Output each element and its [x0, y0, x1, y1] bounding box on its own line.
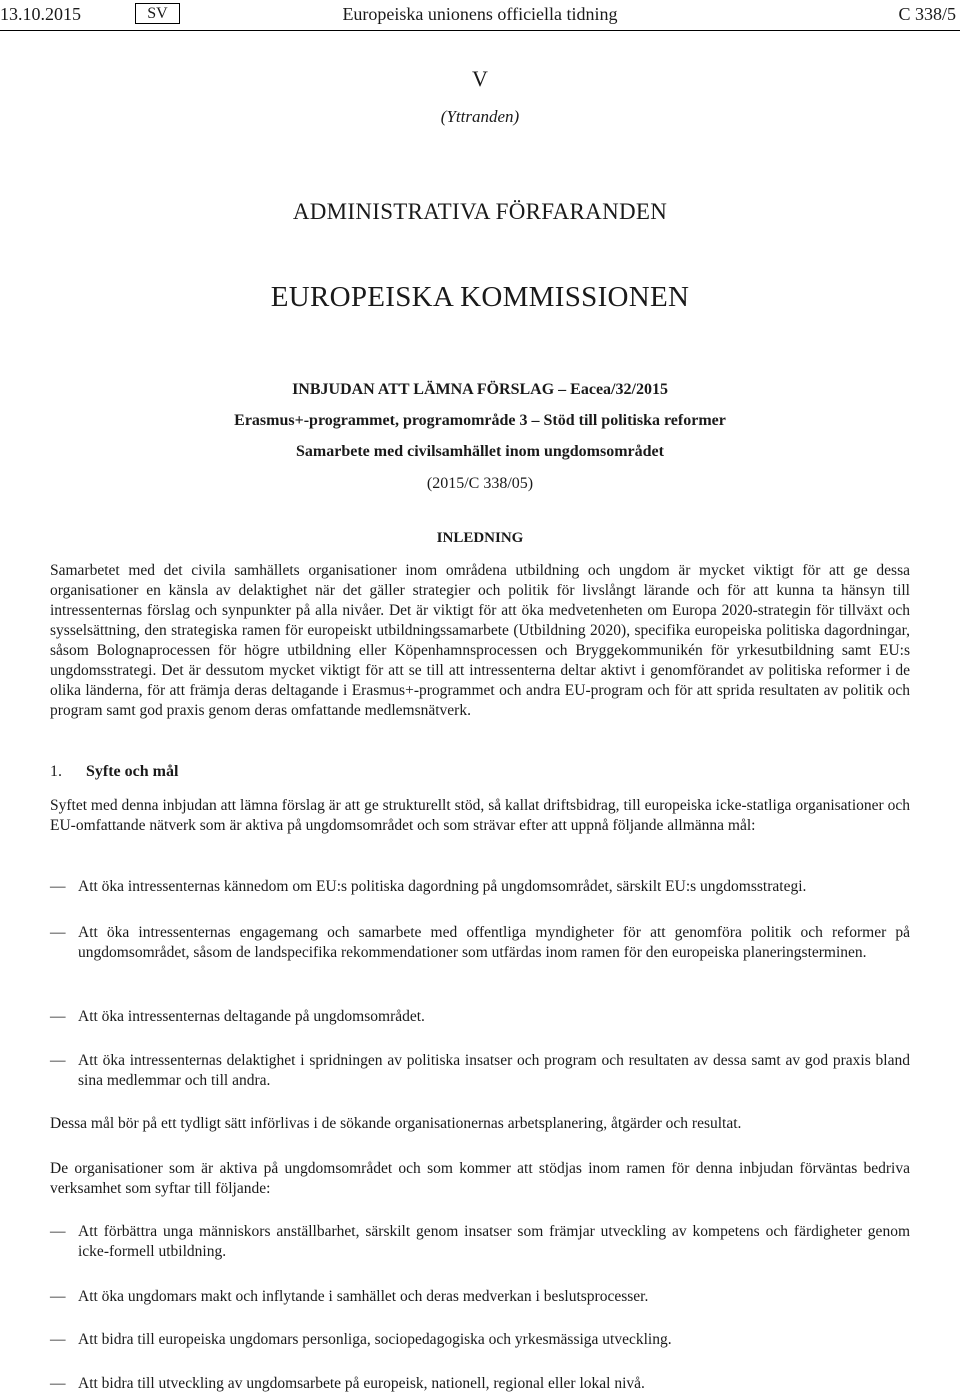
- dash-marker: —: [50, 878, 66, 895]
- purpose-paragraph: Syftet med denna inbjudan att lämna förslag är att ge strukturellt stöd, så kallat driftsbidrag, till europeiska icke-statliga organisationer och EU-omfattande nätverk som är aktiva på ungdomsområdet och som strävar efter att uppnå följande allmänna mål:: [50, 797, 910, 834]
- journal-title: Europeiska unionens officiella tidning: [342, 4, 618, 24]
- general-goal-text: Att öka intressenternas deltagande på ungdomsområdet.: [78, 1008, 425, 1025]
- activity-goal-text: Att förbättra unga människors anställbarhet, särskilt genom insatser som främjar utveckling av kompetens och färdigheter genom icke-formell utbildning.: [78, 1223, 910, 1260]
- section-1-heading: [50, 763, 178, 781]
- language-badge: SV: [135, 3, 180, 24]
- page-reference: C 338/5: [898, 4, 956, 24]
- call-title-line-3: Samarbete med civilsamhället inom ungdomsområdet: [296, 443, 664, 460]
- call-title-line-1: INBJUDAN ATT LÄMNA FÖRSLAG – Eacea/32/2015: [292, 381, 668, 398]
- document-reference: (2015/C 338/05): [426, 475, 534, 492]
- dash-marker: —: [50, 1288, 66, 1305]
- activities-intro-paragraph: De organisationer som är aktiva på ungdomsområdet och som kommer att stödjas inom ramen för denna inbjudan förväntas bedriva verksamhet som syftar till följande:: [50, 1160, 910, 1197]
- activity-goal-text: Att bidra till utveckling av ungdomsarbete på europeisk, nationell, regional eller lokal nivå.: [78, 1375, 645, 1392]
- general-goal-text: Att öka intressenternas delaktighet i spridningen av politiska insatser och program och resultaten av dessa samt av god praxis bland sina medlemmar och till andra.: [78, 1052, 910, 1089]
- call-title-line-2: Erasmus+-programmet, programområde 3 – Stöd till politiska reformer: [234, 412, 726, 429]
- header-rule: [0, 30, 960, 31]
- intro-heading: INLEDNING: [436, 530, 524, 546]
- organization-title: EUROPEISKA KOMMISSIONEN: [270, 281, 690, 313]
- dash-marker: —: [50, 1008, 66, 1025]
- publication-date: 13.10.2015: [0, 4, 81, 24]
- section-1-title: Syfte och mål: [86, 763, 179, 780]
- dash-marker: —: [50, 1223, 66, 1240]
- section-1-number: 1.: [50, 763, 62, 780]
- activity-goal-text: Att bidra till europeiska ungdomars personliga, sociopedagogiska och yrkesmässiga utveckling.: [78, 1331, 672, 1348]
- procedure-title: ADMINISTRATIVA FÖRFARANDEN: [292, 199, 668, 224]
- intro-paragraph: Samarbetet med det civila samhällets organisationer inom områdena utbildning och ungdom är mycket viktigt för att ge dessa organisationer en känsla av delaktighet när det gäller strategier och politik för livslångt lärande och för att kunna ta hänsyn till intressenternas förslag och synpunkter på alla nivåer. Det är viktigt för att öka medvetenheten om Europa 2020-strategin för tillväxt och sysselsättning, den strategiska ramen för europeiskt utbildningssamarbete (Utbildning 2020), specifika europeiska politiska dagordningar, såsom Bolognaprocessen för högre utbildning eller Köpenhamnsprocessen och Bryggekommunikén för yrkesutbildning samt EU:s ungdomsstrategi. Det är dessutom mycket viktigt för att se till att intressenterna deltar aktivt i genomförandet av politiska reformer i de olika länderna, för att främja deras deltagande i Erasmus+-programmet och andra EU-program och för att sprida resultaten av politik och program samt god praxis genom deras omfattande medlemsnätverk.: [50, 562, 910, 719]
- dash-marker: —: [50, 1375, 66, 1392]
- dash-marker: —: [50, 1331, 66, 1348]
- general-goal-text: Att öka intressenternas engagemang och samarbete med offentliga myndigheter för att genomföra politik och reformer på ungdomsområdet, såsom de landspecifika rekommendationer som utfärdas inom ramen för den europeiska planeringsterminen.: [78, 924, 910, 961]
- activity-goal-text: Att öka ungdomars makt och inflytande i samhället och deras medverkan i beslutsprocesser.: [78, 1288, 649, 1305]
- integration-paragraph: Dessa mål bör på ett tydligt sätt införlivas i de sökande organisationernas arbetsplanering, åtgärder och resultat.: [50, 1115, 742, 1132]
- dash-marker: —: [50, 924, 66, 941]
- dash-marker: —: [50, 1052, 66, 1069]
- section-number: V: [472, 66, 488, 91]
- general-goal-text: Att öka intressenternas kännedom om EU:s politiska dagordning på ungdomsområdet, särskilt EU:s ungdomsstrategi.: [78, 878, 807, 895]
- page-header: [0, 0, 960, 33]
- section-subtitle: (Yttranden): [440, 107, 520, 126]
